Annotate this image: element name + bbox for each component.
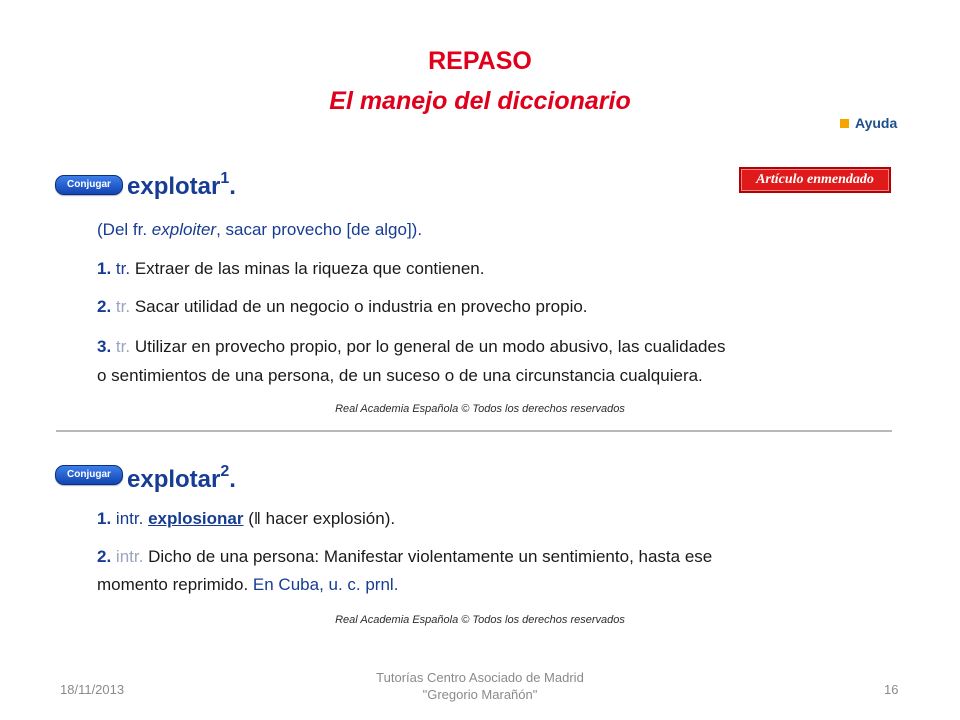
slide-number: 16	[884, 682, 899, 697]
sense-abbreviation: tr.	[115, 297, 131, 316]
footer-center	[330, 669, 630, 703]
sense-text: Utilizar en provecho propio, por lo general de un modo abusivo, las cualidades	[134, 337, 726, 356]
square-bullet-icon	[840, 119, 849, 128]
sense-number: 1.	[97, 509, 112, 528]
sense-number: 1.	[97, 259, 112, 278]
entry-separator	[56, 430, 892, 432]
footer-center-line1: Tutorías Centro Asociado de Madrid	[376, 670, 584, 685]
headword-2-text: explotar	[127, 466, 221, 493]
sense-text: Dicho de una persona: Manifestar violentamente un sentimiento, hasta ese	[148, 547, 713, 566]
help-link[interactable]	[840, 115, 897, 131]
sense-1-3-continuation: o sentimientos de una persona, de un suceso o de una circunstancia cualquiera.	[97, 366, 703, 385]
help-label: Ayuda	[855, 115, 898, 131]
sense-1-1	[97, 258, 484, 280]
conjugate-button-1[interactable]: Conjugar	[55, 175, 123, 195]
sense-number: 2.	[97, 547, 112, 566]
headword-1-text: explotar	[127, 173, 221, 200]
conjugate-button-2[interactable]: Conjugar	[55, 465, 123, 485]
copyright-notice-2: Real Academia Española © Todos los derechos reservados	[335, 614, 625, 626]
headword-1-period: .	[229, 173, 236, 200]
homonym-number-2: 2	[220, 463, 230, 480]
sense-2-2	[97, 546, 712, 568]
amended-article-badge[interactable]: Artículo enmendado	[739, 167, 891, 193]
sense-1-3	[97, 336, 725, 358]
cross-reference-link[interactable]: explosionar	[148, 509, 244, 528]
sense-text: Extraer de las minas la riqueza que contienen.	[134, 259, 485, 278]
footer-date: 18/11/2013	[60, 682, 125, 697]
sense-abbreviation: intr.	[115, 547, 144, 566]
headword-1	[127, 172, 236, 201]
etymology-1-open: (Del fr.	[97, 220, 152, 239]
sense-text-continuation: momento reprimido.	[97, 575, 249, 594]
etymology-1	[97, 219, 422, 241]
sense-number: 2.	[97, 297, 112, 316]
homonym-number-1: 1	[220, 170, 230, 187]
sense-2-2-continuation	[97, 574, 398, 596]
etymology-1-word: exploiter	[151, 220, 217, 239]
sense-abbreviation[interactable]: intr.	[115, 509, 144, 528]
headword-2-period: .	[229, 466, 236, 493]
sense-number: 3.	[97, 337, 112, 356]
sense-1-2	[97, 296, 588, 318]
footer-center-line2: "Gregorio Marañón"	[422, 687, 538, 702]
sense-abbreviation: tr.	[115, 337, 131, 356]
sense-2-1	[97, 508, 395, 530]
slide-title: REPASO	[428, 47, 532, 75]
sense-text: Sacar utilidad de un negocio o industria en provecho propio.	[134, 297, 588, 316]
regional-usage-note[interactable]: En Cuba, u. c. prnl.	[252, 575, 399, 594]
etymology-1-rest: , sacar provecho [de algo]).	[216, 220, 423, 239]
copyright-notice-1: Real Academia Española © Todos los derechos reservados	[335, 403, 625, 415]
sense-abbreviation[interactable]: tr.	[115, 259, 131, 278]
slide-subtitle: El manejo del diccionario	[329, 87, 631, 114]
sense-text: (‖ hacer explosión).	[243, 509, 396, 528]
headword-2	[127, 465, 236, 494]
